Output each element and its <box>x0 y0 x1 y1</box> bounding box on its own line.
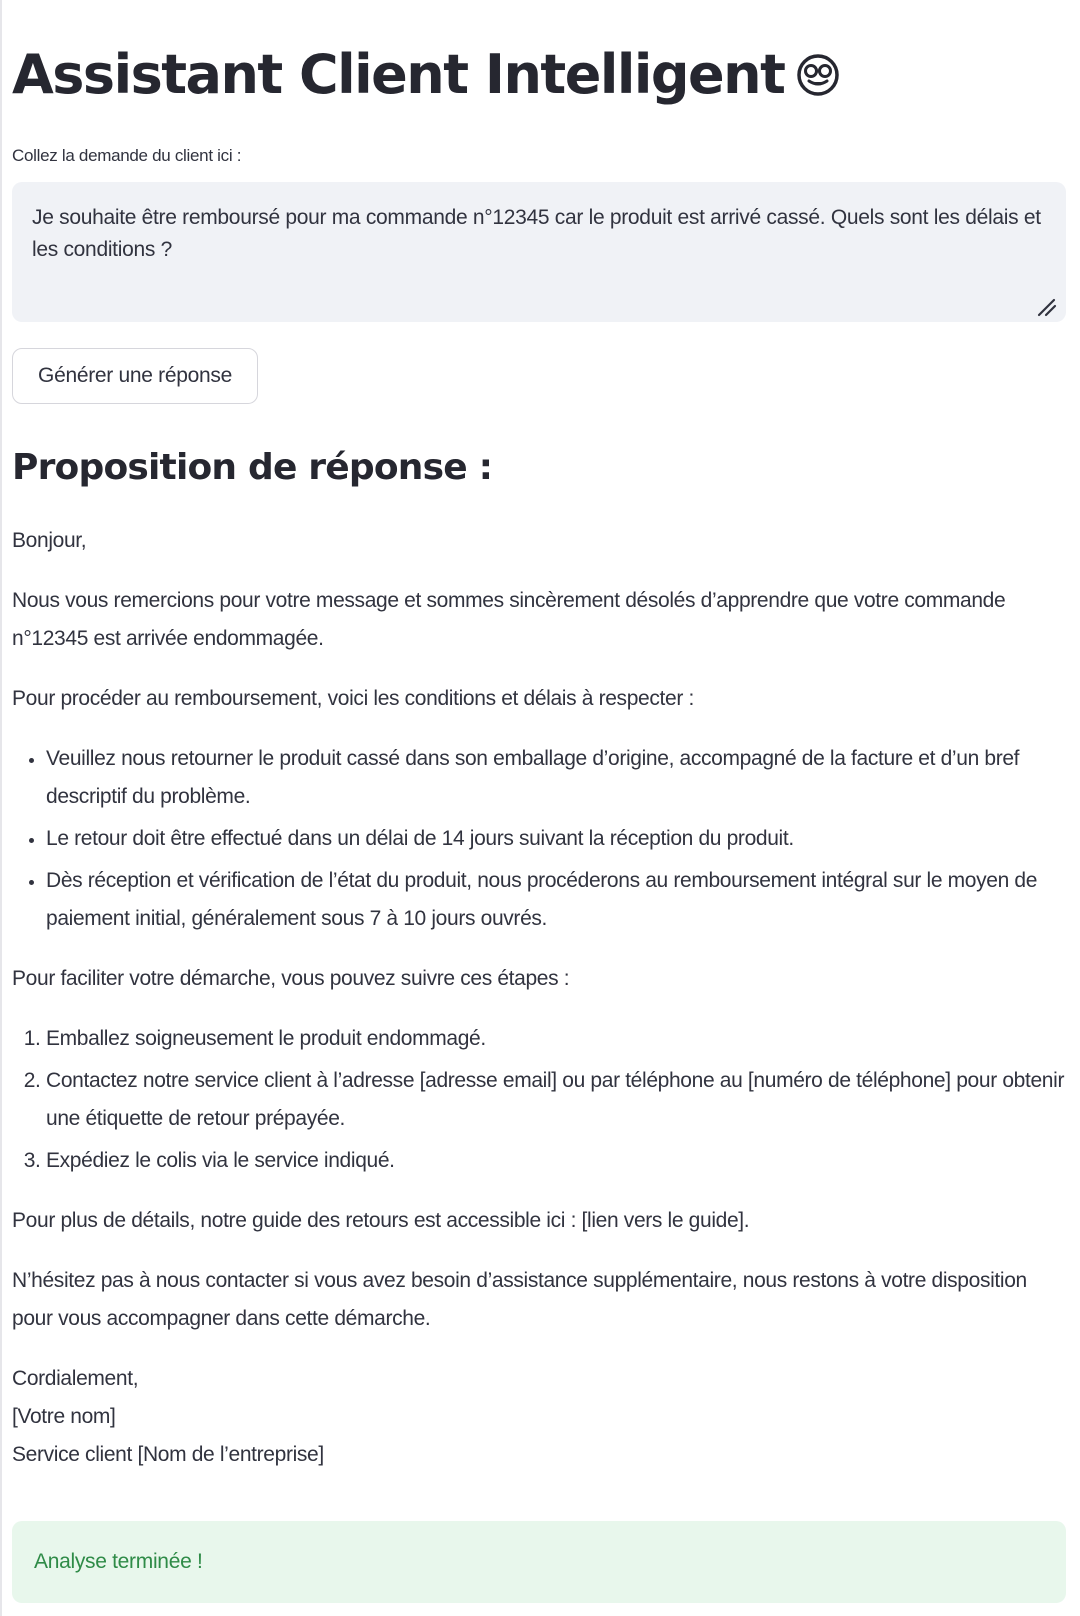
left-border <box>0 0 2 1616</box>
steps-intro: Pour faciliter votre démarche, vous pouvez suivre ces étapes : <box>12 967 570 990</box>
guide-text: Pour plus de détails, notre guide des retours est accessible ici : [lien vers le guide]. <box>12 1209 750 1232</box>
conditions-intro: Pour procéder au remboursement, voici les conditions et délais à respecter : <box>12 687 694 710</box>
signature-company: Service client [Nom de l’entreprise] <box>12 1443 324 1466</box>
closing-text: N’hésitez pas à nous contacter si vous avez besoin d’assistance supplémentaire, nous restons à votre disposition pour vous accompagner dans cette démarche. <box>12 1269 1027 1330</box>
list-item: • Dès réception et vérification de l’état du produit, nous procéderons au remboursement intégral sur le moyen de paiement initial, généralement sous 7 à 10 jours ouvrés. <box>46 862 1066 938</box>
list-item: • Veuillez nous retourner le produit cassé dans son emballage d’origine, accompagné de la facture et d’un bref descriptif du problème. <box>46 740 1066 816</box>
steps-list <box>12 1020 1066 1180</box>
list-item: 1. Emballez soigneusement le produit endommagé. <box>46 1020 1066 1058</box>
signature-name: [Votre nom] <box>12 1405 116 1428</box>
resize-handle-icon[interactable] <box>1036 296 1058 318</box>
response-greeting: Bonjour, <box>12 529 87 552</box>
signoff: Cordialement, <box>12 1367 139 1390</box>
list-item: • Le retour doit être effectué dans un délai de 14 jours suivant la réception du produit. <box>46 820 1066 858</box>
nerd-face-icon <box>796 53 840 97</box>
generate-response-button[interactable]: Générer une réponse <box>12 348 258 404</box>
list-item: 3. Expédiez le colis via le service indiqué. <box>46 1142 1066 1180</box>
status-success-alert: Analyse terminée ! <box>12 1521 1066 1603</box>
request-input[interactable] <box>12 182 1066 322</box>
response-body <box>12 522 1066 1474</box>
response-heading: Proposition de réponse : <box>12 447 493 488</box>
signature <box>12 1360 1066 1474</box>
conditions-list <box>12 740 1066 938</box>
response-intro: Nous vous remercions pour votre message et sommes sincèrement désolés d’apprendre que votre commande n°12345 est arrivée endommagée. <box>12 589 1006 650</box>
list-item: 2. Contactez notre service client à l’adresse [adresse email] ou par téléphone au [numéro de téléphone] pour obtenir une étiquette de retour prépayée. <box>46 1062 1066 1138</box>
title-row <box>12 40 840 110</box>
request-input-label: Collez la demande du client ici : <box>12 146 242 165</box>
page-title: Assistant Client Intelligent <box>12 43 785 106</box>
